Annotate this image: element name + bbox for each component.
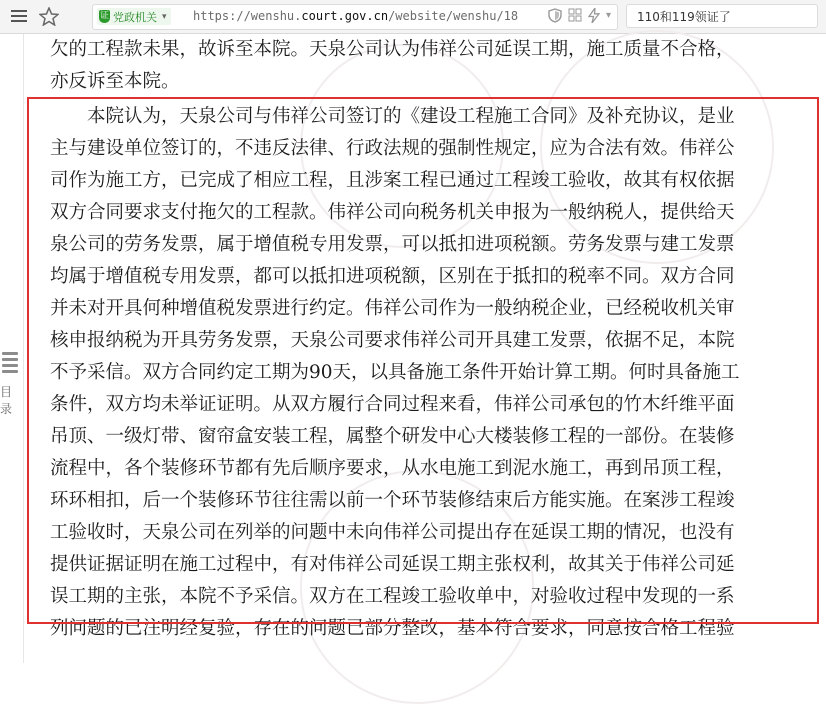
- url-path: /website/wenshu/18: [388, 9, 519, 23]
- side-menu-label: 目录: [0, 385, 13, 416]
- text-line: 欠的工程款未果，故诉至本院。天泉公司认为伟祥公司延误工期，施工质量不合格，: [50, 39, 735, 60]
- text-line: 并未对开具何种增值税发票进行约定。伟祥公司作为一般纳税企业，已经税收机关审: [50, 298, 735, 319]
- chevron-down-icon[interactable]: ▾: [605, 10, 611, 21]
- address-bar-icons: [548, 8, 611, 27]
- list-icon: [2, 352, 18, 376]
- text-line: 司作为施工方，已完成了相应工程，且涉案工程已通过工程竣工验收，故其有权依据: [50, 170, 735, 191]
- lightning-icon[interactable]: [588, 8, 600, 27]
- browser-toolbar: [0, 0, 826, 34]
- judgment-text: [50, 33, 790, 645]
- shield-icon[interactable]: [548, 8, 562, 27]
- url-prefix: https://wenshu.: [193, 9, 302, 23]
- text-line: 不予采信。双方合同约定工期为90天，以具备施工条件开始计算工期。何时具备施工: [50, 362, 740, 383]
- search-input[interactable]: 110和119领证了: [626, 4, 818, 28]
- grid-icon[interactable]: [568, 8, 582, 27]
- text-line: 泉公司的劳务发票，属于增值税专用发票，可以抵扣进项税额。劳务发票与建工发票: [50, 234, 735, 255]
- badge-label: 党政机关: [113, 10, 157, 24]
- text-line: 均属于增值税专用发票，都可以抵扣进项税额，区别在于抵扣的税率不同。双方合同: [50, 266, 735, 287]
- chevron-down-icon: ▾: [162, 11, 167, 22]
- text-line: 本院认为，天泉公司与伟祥公司签订的《建设工程施工合同》及补充协议，是业: [50, 106, 735, 127]
- text-line: 核申报纳税为开具劳务发票，天泉公司要求伟祥公司开具建工发票，依据不足，本院: [50, 330, 735, 351]
- shield-icon: 证: [99, 11, 109, 21]
- url-domain: court.gov.cn: [301, 9, 389, 23]
- star-icon[interactable]: [38, 5, 60, 27]
- text-line: 亦反诉至本院。: [50, 71, 180, 92]
- content-divider: [23, 34, 24, 663]
- gov-site-badge[interactable]: [97, 8, 171, 25]
- text-line: 主与建设单位签订的，不违反法律、行政法规的强制性规定，应为合法有效。伟祥公: [50, 138, 735, 159]
- text-line: 工验收时，天泉公司在列举的问题中未向伟祥公司提出存在延误工期的情况，也没有: [50, 522, 735, 543]
- url-text[interactable]: [193, 9, 518, 23]
- text-line: 提供证据证明在施工过程中，有对伟祥公司延误工期主张权利，故其关于伟祥公司延: [50, 554, 735, 575]
- hamburger-icon[interactable]: [8, 5, 30, 27]
- text-line: 双方合同要求支付拖欠的工程款。伟祥公司向税务机关申报为一般纳税人，提供给天: [50, 202, 735, 223]
- text-line: 流程中，各个装修环节都有先后顺序要求，从水电施工到泥水施工，再到吊顶工程，: [50, 458, 735, 479]
- address-bar[interactable]: [92, 4, 618, 30]
- text-line: 列问题的已注明经复验，存在的问题已部分整改，基本符合要求，同意按合格工程验: [50, 618, 735, 639]
- text-line: 环环相扣，后一个装修环节往往需以前一个环节装修结束后方能实施。在案涉工程竣: [50, 490, 735, 511]
- text-line: 条件，双方均未举证证明。从双方履行合同过程来看，伟祥公司承包的竹木纤维平面: [50, 394, 735, 415]
- text-line: 误工期的主张，本院不予采信。双方在工程竣工验收单中，对验收过程中发现的一系: [50, 586, 735, 607]
- text-line: 吊顶、一级灯带、窗帘盒安装工程，属整个研发中心大楼装修工程的一部份。在装修: [50, 426, 735, 447]
